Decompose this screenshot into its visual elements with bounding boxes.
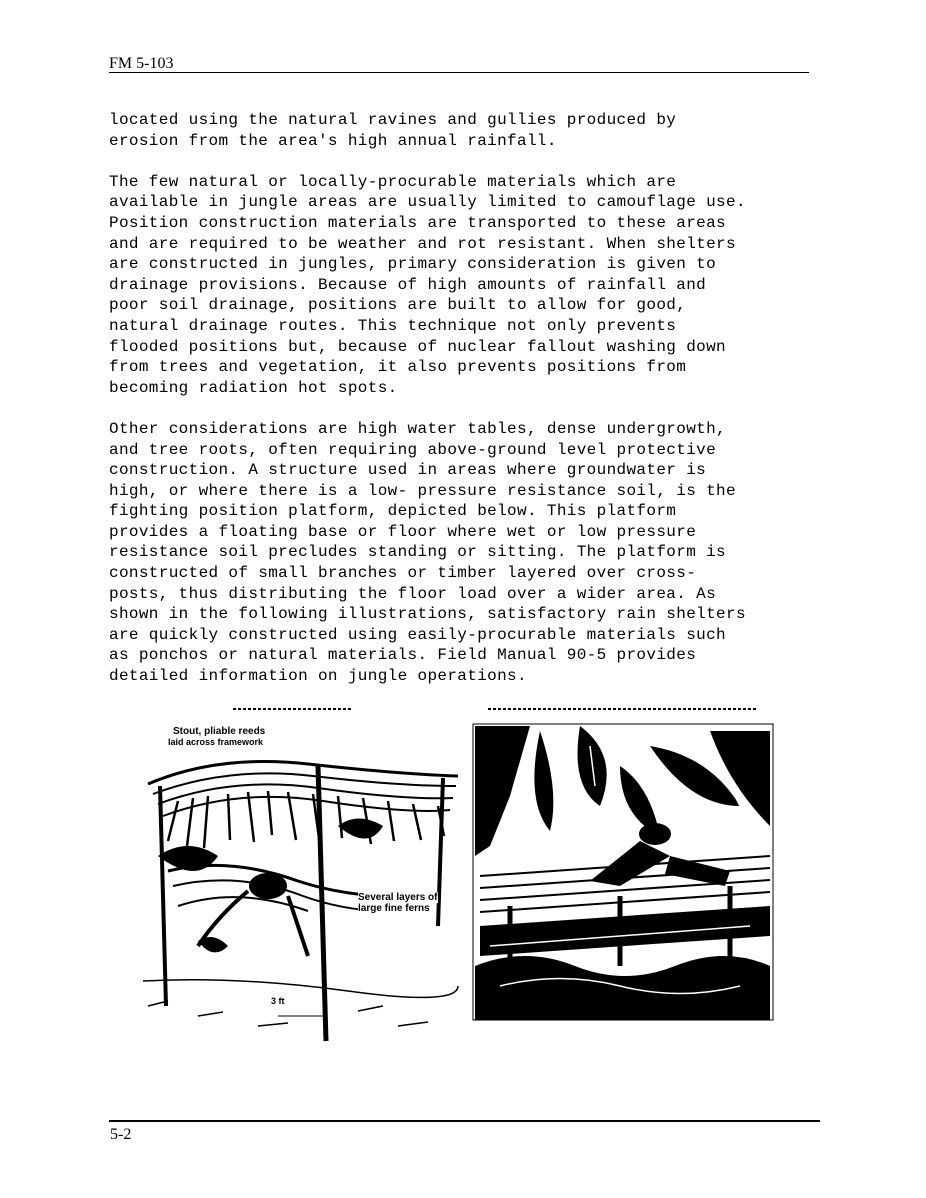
fighting-platform-illustration bbox=[470, 706, 776, 1026]
figures-row bbox=[0, 706, 926, 1066]
label-laid-across-framework: laid across framework bbox=[168, 737, 264, 747]
rain-shelter-drawing bbox=[138, 706, 463, 1051]
label-large-fine-ferns: large fine ferns bbox=[358, 903, 430, 914]
label-three-feet: 3 ft bbox=[271, 996, 285, 1006]
header-rule bbox=[109, 72, 809, 73]
page-number: 5-2 bbox=[110, 1126, 132, 1143]
manual-id-header: FM 5-103 bbox=[109, 55, 174, 72]
label-stout-reeds: Stout, pliable reeds bbox=[173, 726, 266, 737]
body-text bbox=[109, 110, 819, 707]
paragraph-intro: located using the natural ravines and gullies produced by erosion from the area's high annual rainfall. bbox=[109, 111, 677, 150]
rain-shelter-illustration bbox=[138, 706, 463, 1051]
fighting-platform-drawing bbox=[470, 706, 776, 1026]
paragraph-considerations: Other considerations are high water tables, dense undergrowth, and tree roots, often requiring above-ground level protective construction. A structure used in areas where groundwater is high, or where there is a low- pressure resistance soil, is the fighting position platform, depicted below. This platform provides a floating base or floor where wet or low pressure resistance soil precludes standing or sitting. The platform is constructed of small branches or timber layered over cross- posts, thus distributing the floor load over a wider area. As shown in the following illustrations, satisfactory rain shelters are quickly constructed using easily-procurable materials such as ponchos or natural materials. Field Manual 90-5 provides detailed information on jungle operations. bbox=[109, 419, 746, 686]
paragraph-materials: The few natural or locally-procurable materials which are available in jungle areas are usually limited to camouflage use. Position construction materials are transported to these areas and are required to be weather and rot resistant. When shelters are constructed in jungles, primary consideration is given to drainage provisions. Because of high amounts of rainfall and poor soil drainage, positions are built to allow for good, natural drainage routes. This technique not only prevents flooded positions but, because of nuclear fallout washing down from trees and vegetation, it also prevents positions from becoming radiation hot spots. bbox=[109, 172, 746, 397]
label-several-layers: Several layers of bbox=[358, 892, 438, 903]
footer-rule bbox=[109, 1120, 820, 1122]
